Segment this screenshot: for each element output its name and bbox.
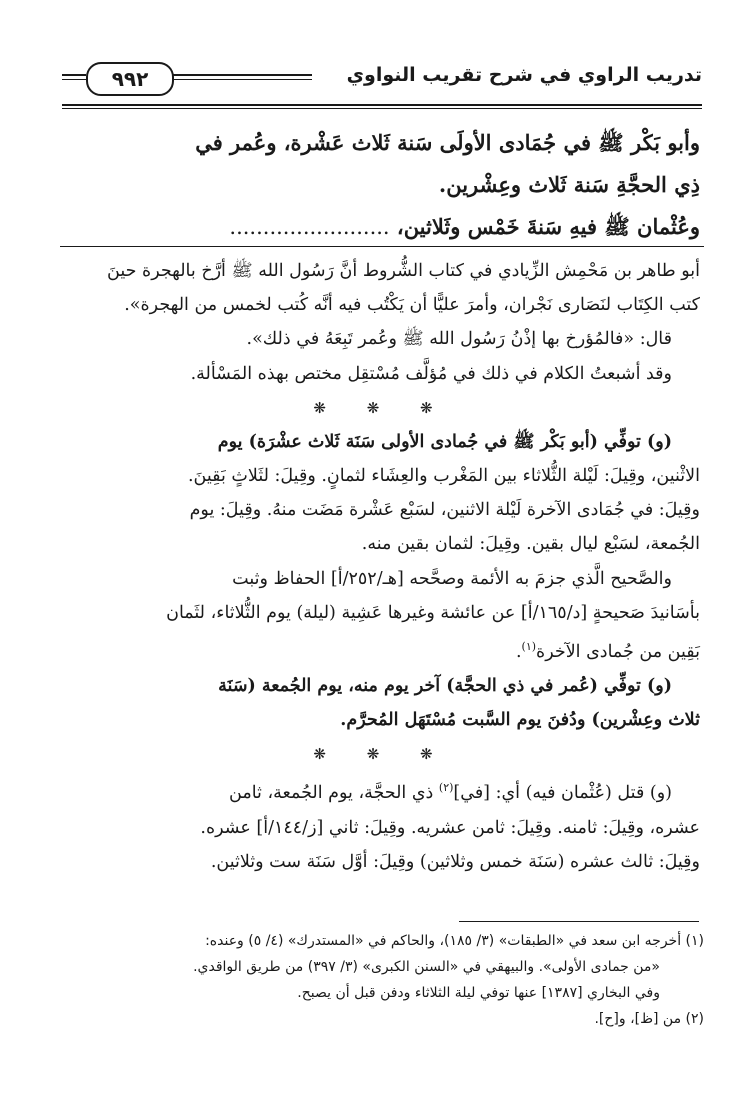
header-rule-thin (62, 108, 702, 109)
continuation-dots: ........................ (229, 215, 390, 239)
footnote-ref[interactable]: (٢) (438, 781, 454, 795)
matn-divider (60, 246, 704, 247)
page-number: ٩٩٢ (111, 67, 149, 91)
running-title: تدريب الراوي في شرح تقريب النواوي (346, 64, 702, 86)
matn-text (64, 122, 700, 248)
commentary-line: عشره، وقِيلَ: ثامنه. وقِيلَ: ثامن عشريه. وقِيلَ: ثاني [ز/١٤٤/أ] عشره. (200, 817, 700, 838)
footnote-line: (٢) من [ظ]، و[ح]. (594, 1011, 704, 1027)
commentary-line (64, 771, 700, 810)
badge-rule-left-thin (62, 79, 86, 80)
footnotes (64, 928, 704, 1032)
section-separator: ❋ ❋ ❋ (313, 745, 451, 764)
matn-line: ذِي الحجَّةِ سَنة ثَلاث وعِشْرين. (438, 172, 700, 197)
section-separator: ❋ ❋ ❋ (313, 398, 451, 417)
badge-rule-right (170, 74, 312, 76)
badge-rule-right-thin (170, 79, 312, 80)
commentary-line: بأسَانيدَ صَحيحةٍ [د/١٦٥/أ] عن عائشة وغيرها عَشِية (ليلة) يوم الثُّلاثاء، لثَمان (166, 602, 700, 623)
commentary-line: (و) توفِّي (عُمر في ذي الحجَّة) آخر يوم منه، يوم الجُمعة (سَنَة (218, 676, 672, 697)
commentary-line: قال: «فالمُؤرخ بها إذْنُ رَسُول الله ﷺ وعُمر تَبِعَهُ في ذلك». (246, 329, 672, 350)
commentary-line: أبو طاهر بن مَحْمِش الزِّيادي في كتاب الشُّروط أنَّ رَسُول الله ﷺ أرَّخ بالهجرة حينَ (107, 261, 700, 281)
footnote-ref[interactable]: (١) (521, 640, 537, 654)
commentary-line: وقد أشبعتُ الكلام في ذلك في مُؤلَّف مُسْتقِل مختص بهذه المَسْألة. (190, 363, 672, 384)
matn-line: وأبو بَكْر ﷺ في جُمَادى الأولَى سَنة ثَلاث عَشْرة، وعُمر في (195, 130, 700, 155)
footnote-line: «من جمادى الأولى». والبيهقي في «السنن الكبرى» (٣/ ٣٩٧) من طريق الواقدي. (193, 959, 660, 975)
commentary-line: والصَّحيح الَّذي جزمَ به الأئمة وصحَّحه [هـ/٢٥٢/أ] الحفاظ وثبت (232, 568, 672, 589)
matn-line-text: وعُثْمان ﷺ فيهِ سَنةَ خَمْس وثَلاثين، (396, 214, 700, 239)
footnote-rule (459, 921, 699, 922)
commentary-line: كتب الكِتَاب لنَصَارى نَجْران، وأمرَ عليًّا أن يَكْتُب فيه أنَّه كُتب لخمس من الهجرة». (124, 295, 700, 316)
commentary-line-text: بَقِين من جُمادى الآخرة (536, 641, 700, 662)
commentary-line: وقِيلَ: ثالث عشره (سَنَة خمس وثلاثين) وقِيلَ: أوَّل سَنَة ست وثلاثين. (210, 851, 700, 872)
header-rule (62, 104, 702, 106)
commentary-line: بَقِين من جُمادى الآخرة$^{(١)}$. (515, 640, 700, 662)
page-header (62, 62, 702, 106)
commentary-line-text: ذي الحجَّة، يوم الجُمعة، ثامن (229, 783, 439, 804)
commentary-line-text: (و) قتل (عُثْمان فيه) أي: [في] (453, 783, 672, 804)
commentary-line: (و) توفِّي (أبو بَكْر ﷺ في جُمادى الأولى سَنَة ثَلاث عشْرَة) يوم (217, 431, 672, 452)
commentary-line: ثلاث وعِشْرين) ودُفنَ يوم السَّبت مُسْتَهَل المُحرَّم. (340, 710, 700, 731)
commentary-line: الجُمعة، لسَبْع ليال بقين. وقِيلَ: لثمان بقين منه. (361, 534, 700, 555)
footnote-line: (١) أخرجه ابن سعد في «الطبقات» (٣/ ١٨٥)، والحاكم في «المستدرك» (٤/ ٥) وعنده: (205, 933, 704, 949)
badge-rule-left (62, 74, 86, 76)
page-number-badge (62, 62, 312, 96)
commentary-text (64, 254, 700, 879)
footnote-line: وفي البخاري [١٣٨٧] عنها توفي ليلة الثلاثاء ودفن قبل أن يصبح. (297, 985, 660, 1001)
commentary-line: الاثْنين، وقِيلَ: لَيْلة الثُّلاثاء بين المَغْرب والعِشَاء لثمانٍ. وقِيلَ: لثَلاثٍ بَقِينَ. (187, 466, 700, 487)
matn-line (64, 206, 700, 248)
commentary-line: وقِيلَ: في جُمَادى الآخرة لَيْلة الاثنين، لسَبْع عَشْرة مَضَت منهُ. وقِيلَ: يوم (189, 500, 700, 521)
page-number-frame (86, 62, 174, 96)
